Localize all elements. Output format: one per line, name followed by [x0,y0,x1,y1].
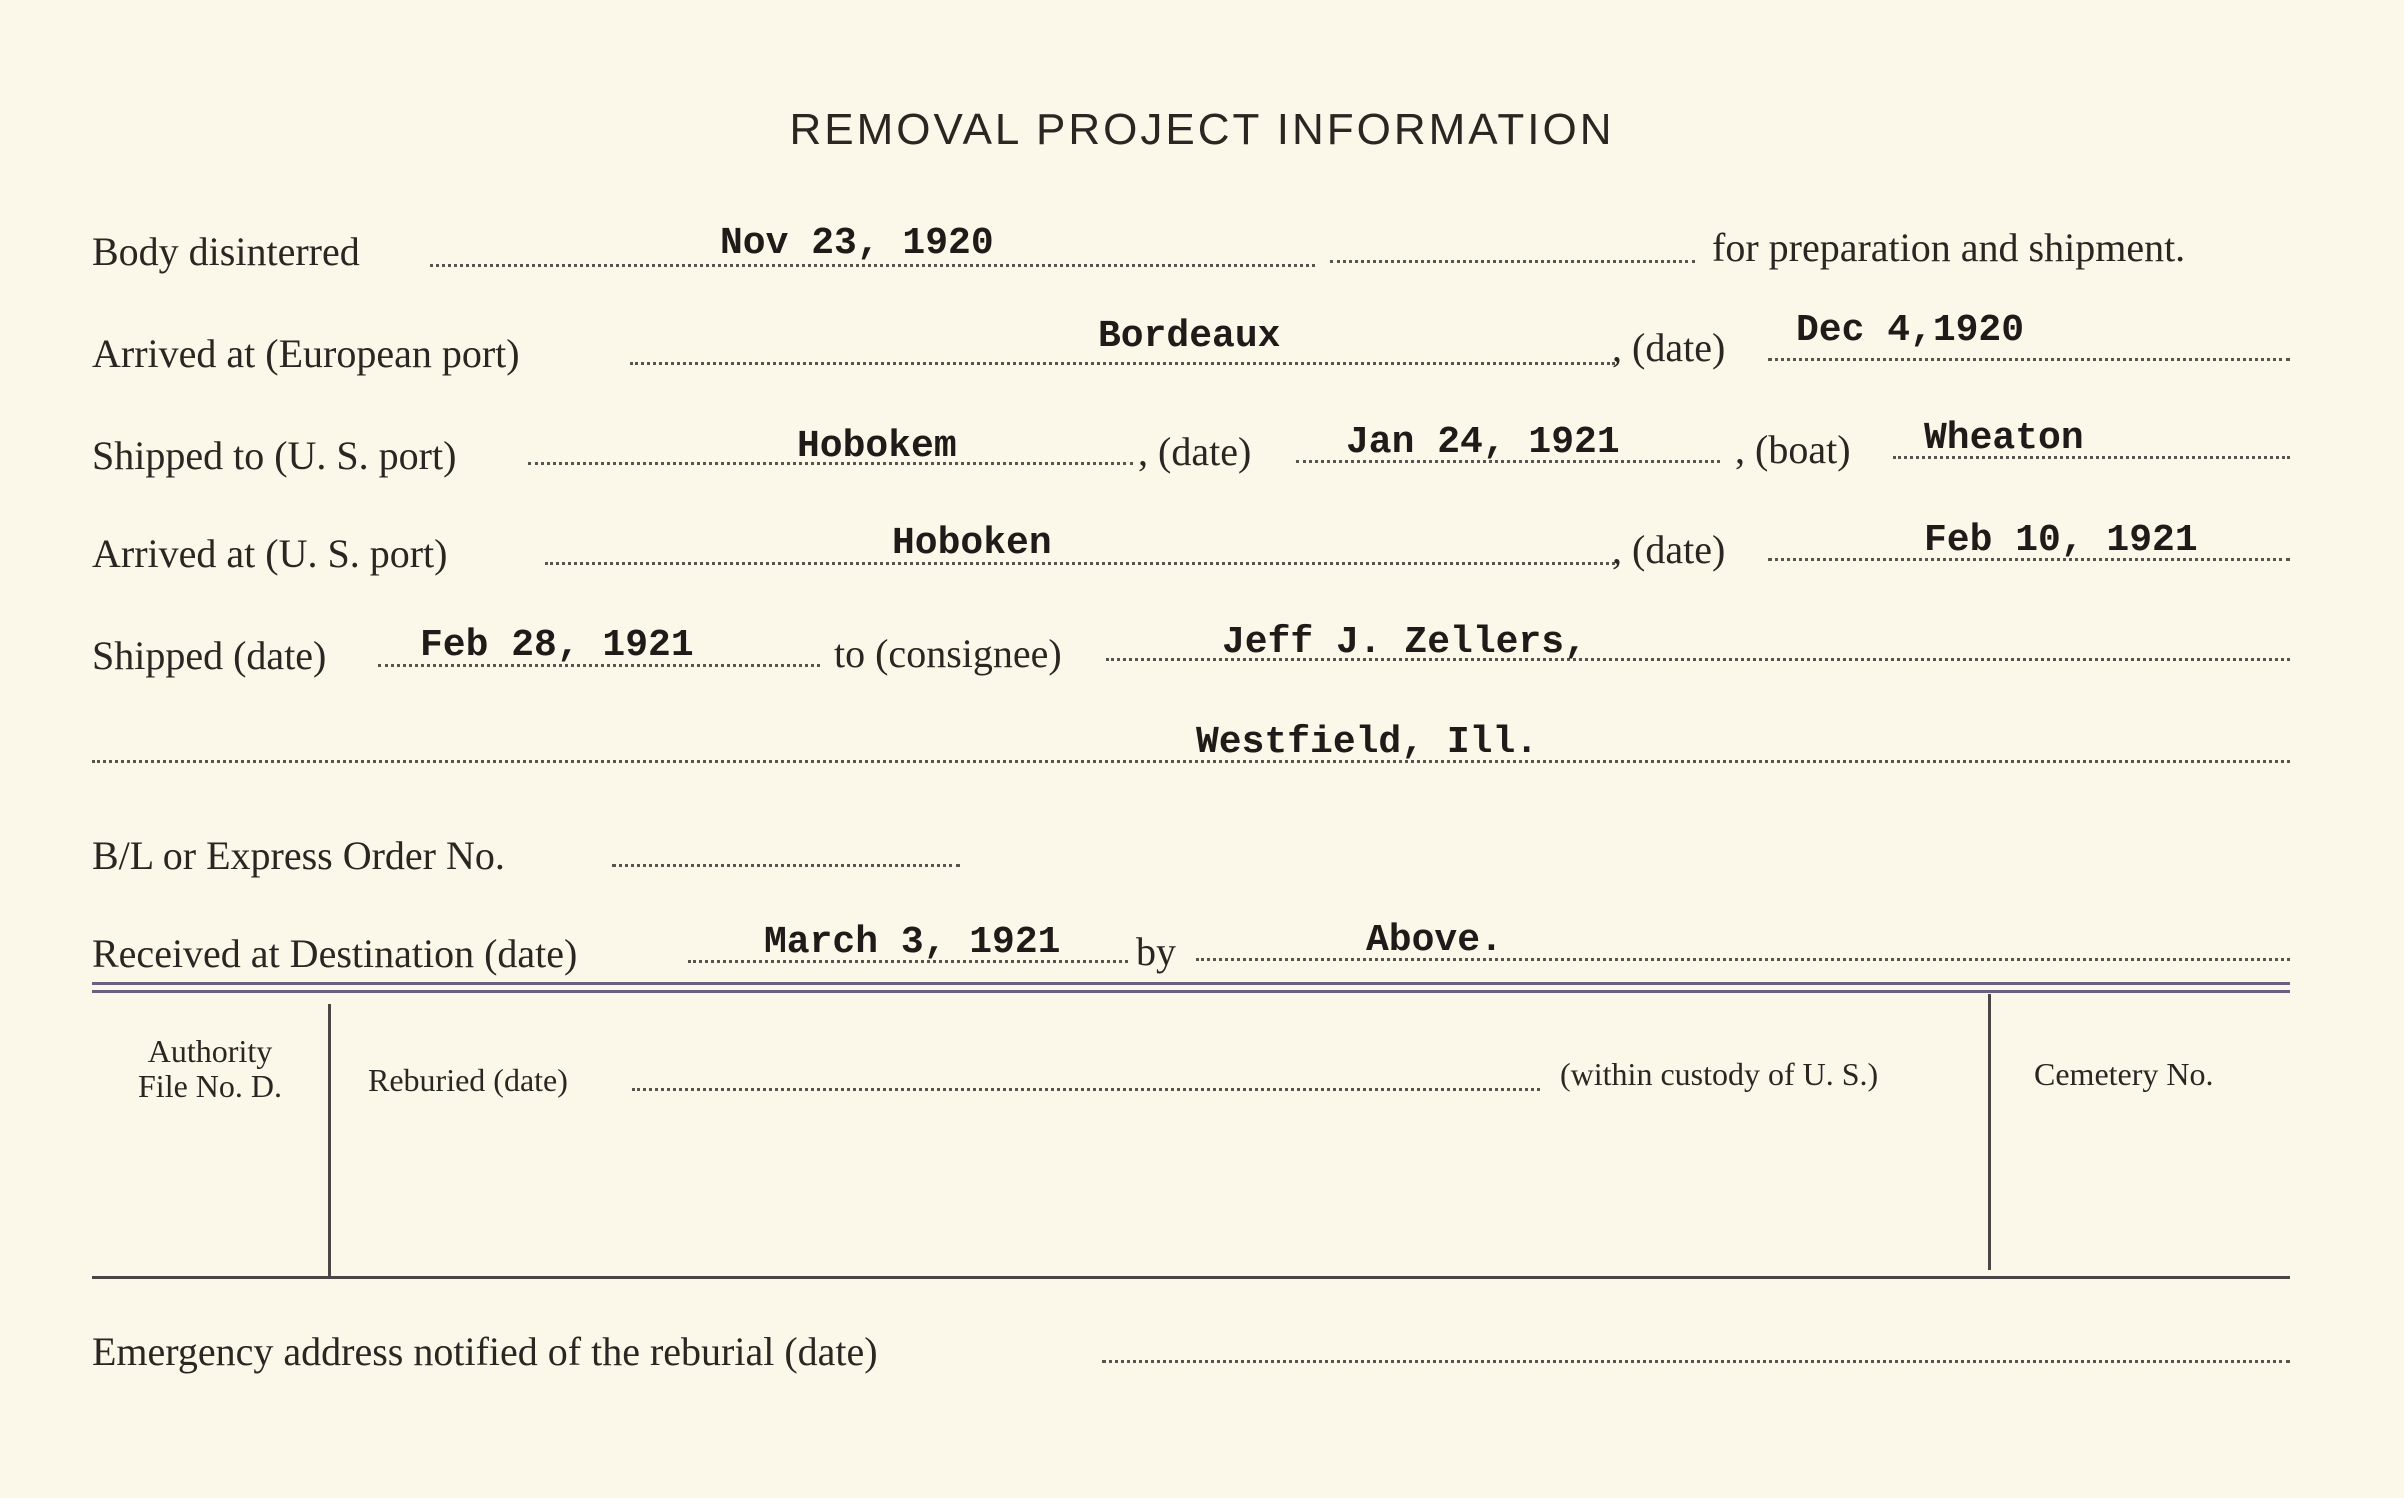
received-destination-label: Received at Destination (date) [92,931,578,976]
shipped-to-us-port-label: Shipped to (U. S. port) [92,433,457,478]
shipped-to-port-value: Hobokem [797,425,957,468]
authority-line-1: Authority [147,1033,273,1069]
arrived-us-port-line [545,562,1615,565]
consignee-address-line [92,760,2290,763]
shipped-date-value: Feb 28, 1921 [420,624,694,667]
shipped-date-label: Shipped (date) [92,633,327,678]
european-date-line [1768,358,2290,361]
received-by-value: Above. [1366,919,1503,962]
table-divider-left [328,1004,331,1276]
received-destination-value: March 3, 1921 [764,921,1061,964]
authority-line-2: File No. D. [138,1068,282,1105]
arrived-european-port-label: Arrived at (European port) [92,331,520,376]
body-disinterred-label: Body disinterred [92,229,360,274]
body-disinterred-line-2 [1330,260,1695,263]
table-divider-right [1988,994,1991,1270]
table-top-rule-2 [92,990,2290,993]
received-by-label: by [1136,929,1176,974]
european-port-line [630,362,1615,365]
body-disinterred-value: Nov 23, 1920 [720,222,994,265]
consignee-address-value: Westfield, Ill. [1196,721,1539,764]
shipped-to-date-value: Jan 24, 1921 [1346,421,1620,464]
emergency-address-label: Emergency address notified of the reburial (date) [92,1329,878,1374]
preparation-shipment-label: for preparation and shipment. [1712,225,2186,270]
custody-label: (within custody of U. S.) [1560,1056,1879,1092]
consignee-value: Jeff J. Zellers, [1222,621,1587,664]
bl-express-order-label: B/L or Express Order No. [92,833,505,878]
reburied-date-label: Reburied (date) [368,1062,568,1098]
shipped-to-date-label: , (date) [1138,429,1252,474]
cemetery-no-label: Cemetery No. [2034,1056,2214,1092]
emergency-address-line [1102,1360,2290,1363]
arrived-us-date-label: , (date) [1612,527,1726,572]
european-port-value: Bordeaux [1098,315,1281,358]
card-title: REMOVAL PROJECT INFORMATION [789,105,1615,154]
bl-express-order-line [612,864,960,867]
arrived-us-port-value: Hoboken [892,522,1052,565]
boat-value: Wheaton [1924,417,2084,460]
authority-file-label [100,1034,320,1104]
received-by-line [1196,958,2290,961]
european-date-value: Dec 4,1920 [1796,309,2025,352]
boat-label: , (boat) [1735,427,1851,472]
european-date-label: , (date) [1612,325,1726,370]
reburied-date-line [632,1088,1540,1091]
arrived-us-date-value: Feb 10, 1921 [1924,519,2198,562]
table-top-rule [92,982,2290,985]
table-bottom-rule [92,1276,2290,1279]
consignee-label: to (consignee) [834,631,1062,676]
arrived-us-port-label: Arrived at (U. S. port) [92,531,448,576]
